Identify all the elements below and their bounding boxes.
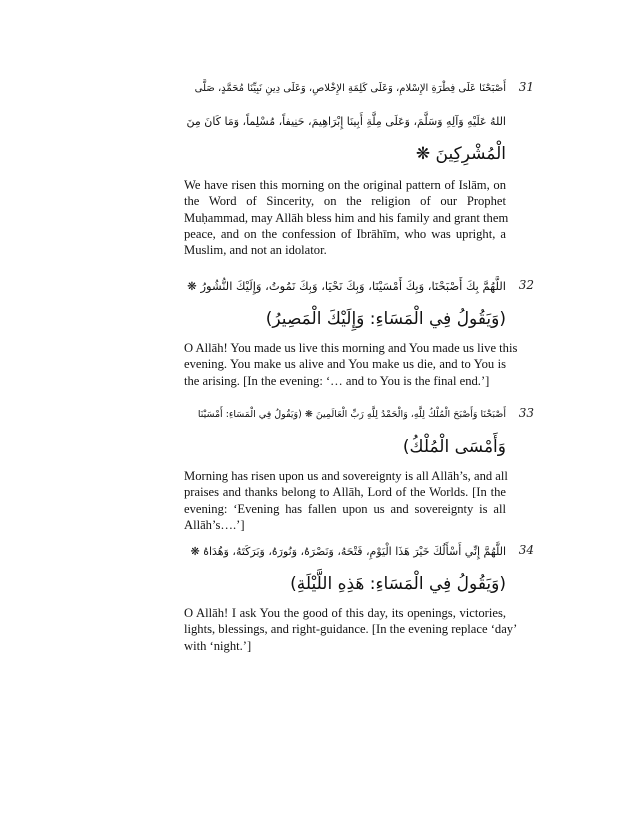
translation-line: evening: ‘Evening has fallen upon us and sovereignty is all bbox=[184, 501, 506, 516]
arabic-line: وَأَمْسَى الْمُلْكُ) bbox=[402, 437, 506, 457]
supplication-34 bbox=[184, 535, 534, 654]
translation-line: Muḥammad, may Allāh bless him and his family and grant them bbox=[184, 210, 509, 225]
translation-line: lights, blessings, and right-guidance. [In the evening replace ‘day’ bbox=[184, 622, 518, 637]
arabic-line: أَصْبَحْنَا وَأَصْبَحَ الْمُلْكُ لِلَّهِ، وَالْحَمْدُ لِلَّهِ رَبِّ الْعَالَمِينَ ❋ (وَيَقُولُ فِي الْمَسَاءِ: أَمْسَيْنَا bbox=[197, 409, 506, 420]
arabic-line: أَصْبَحْنَا عَلَى فِطْرَةِ الإِسْلامِ، وَعَلَى كَلِمَةِ الإِخْلاصِ، وَعَلَى دِينِ نَبِيِّنَا مُحَمَّدٍ، صَلَّى bbox=[194, 83, 506, 94]
arabic-text bbox=[184, 535, 506, 601]
arabic-text-block bbox=[184, 270, 534, 336]
arabic-text-block bbox=[184, 72, 534, 171]
supplication-32 bbox=[184, 270, 534, 389]
translation-line: praises and thanks belong to Allāh, Lord of the Worlds. [In the bbox=[184, 485, 506, 500]
english-translation bbox=[184, 177, 509, 258]
translation-line: Morning has risen upon us and sovereignty is all Allāh’s, and all bbox=[184, 469, 508, 483]
translation-line: evening. You make us alive and You make us die, and to You is bbox=[184, 357, 506, 372]
translation-line: the arising. [In the evening: ‘… and to You is the final end.’] bbox=[184, 373, 490, 388]
arabic-line: اللَّهُمَّ بِكَ أَصْبَحْنَا، وَبِكَ أَمْسَيْنَا، وَبِكَ نَحْيَا، وَبِكَ نَمُوتُ، وَإِلَيْكَ النُّشُورُ ❋ bbox=[187, 279, 506, 293]
supplication-31 bbox=[184, 72, 534, 258]
arabic-text bbox=[184, 72, 506, 171]
arabic-text bbox=[184, 270, 506, 336]
entry-number: 31 bbox=[518, 80, 534, 94]
entry-number: 34 bbox=[518, 543, 534, 557]
translation-line: We have risen this morning on the original pattern of Islām, on bbox=[184, 178, 506, 192]
arabic-line: الْمُشْرِكِينَ ❋ bbox=[415, 144, 506, 164]
english-translation bbox=[184, 605, 518, 654]
translation-line: Muslim, and not an idolator. bbox=[184, 243, 327, 258]
arabic-text-block bbox=[184, 398, 534, 464]
translation-line: peace, and on the confession of Ibrāhīm, who was upright, a bbox=[184, 226, 506, 241]
translation-line: Allāh’s….’] bbox=[184, 517, 245, 532]
arabic-text-block bbox=[184, 535, 534, 601]
translation-line: the Word of Sincerity, on the religion of our Prophet bbox=[184, 194, 506, 209]
entry-number: 32 bbox=[518, 278, 534, 292]
translation-line: O Allāh! I ask You the good of this day, its openings, victories, bbox=[184, 606, 506, 620]
english-translation bbox=[184, 468, 506, 533]
arabic-line: (وَيَقُولُ فِي الْمَسَاءِ: وَإِلَيْكَ الْمَصِيرُ) bbox=[265, 309, 506, 329]
supplication-33 bbox=[184, 398, 534, 533]
arabic-text bbox=[184, 398, 506, 464]
entry-number: 33 bbox=[518, 406, 534, 420]
english-translation bbox=[184, 340, 518, 389]
translation-line: O Allāh! You made us live this morning and You made us live this bbox=[184, 341, 518, 355]
translation-line: with ‘night.’] bbox=[184, 638, 252, 653]
arabic-line: (وَيَقُولُ فِي الْمَسَاءِ: هَذِهِ اللَّيْلَةِ) bbox=[290, 574, 506, 594]
arabic-line: اللهُ عَلَيْهِ وَآلِهِ وَسَلَّمَ، وَعَلَى مِلَّةِ أَبِينَا إِبْرَاهِيمَ، حَنِيفاً، مُسْلِماً، وَمَا كَانَ مِنَ bbox=[186, 115, 506, 128]
arabic-line: اللَّهُمَّ إِنِّي أَسْأَلُكَ خَيْرَ هَذَا الْيَوْمِ، فَتْحَهُ، وَنَصْرَهُ، وَنُورَهُ، وَبَرَكَتَهُ، وَهُدَاهُ ❋ bbox=[190, 545, 506, 558]
